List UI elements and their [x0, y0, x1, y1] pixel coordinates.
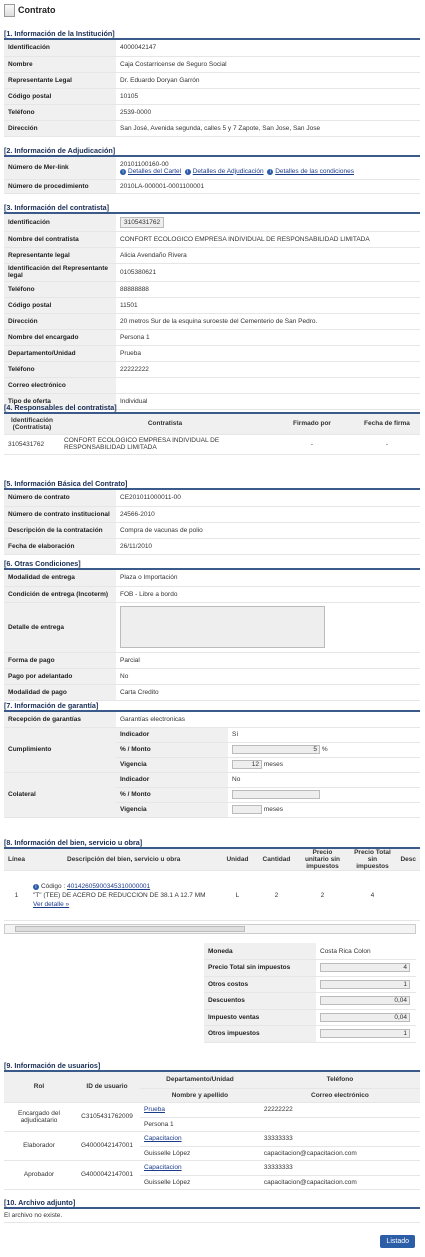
compliance-amount-input[interactable]: 5 [232, 745, 320, 754]
basic-info-section: [5. Información Básica del Contrato] Número de contrato CE201011000011-00 Número de contrato institucional 24566-2010 Descripción de la contratación Compra de vacunas de polio Fecha de elaboración 26/11/2010 [4, 479, 420, 555]
basic-info-table [4, 490, 420, 555]
institution-section: [1. Información de la Institución] Identificación 4000042147 Nombre Caja Costarricense de Seguro Social Representante Legal Dr. Eduardo Doryan Garrón Código postal 10105 Teléfono 2539-0000 Dirección San José, Avenida segunda, calles 5 y 7 Zapote, San Jose, San Jose [4, 29, 420, 137]
total-label: Otros costos [204, 976, 316, 993]
info-row [4, 72, 420, 88]
field-label: Teléfono [4, 281, 116, 297]
user-name: Persona 1 [140, 1117, 260, 1131]
user-name: Guisselle López [140, 1175, 260, 1189]
total-value: 0,04 [320, 1013, 410, 1022]
user-id: G4000042147001 [74, 1160, 140, 1189]
info-icon: i [120, 169, 126, 175]
total-row [204, 976, 416, 993]
field-label: Código postal [4, 297, 116, 313]
field-value: 2539-0000 [116, 104, 420, 120]
info-row [4, 247, 420, 263]
info-row [4, 506, 420, 522]
info-row [4, 297, 420, 313]
total-value: 4 [320, 963, 410, 972]
info-row [4, 40, 420, 56]
field-value: 26/11/2010 [116, 538, 420, 554]
field-label: Teléfono [4, 361, 116, 377]
field-value: 10105 [116, 88, 420, 104]
field-value: Individual [116, 393, 420, 409]
field-value: 24566-2010 [116, 506, 420, 522]
field-label: Teléfono [4, 104, 116, 120]
guarantee-section: [7. Información de garantía] Recepción de garantías Garantías electronicas Cumplimiento Indicador Sí % / Monto 5 % Vigencia 12 meses Colateral Indicador No % / Monto Vigencia meses [4, 701, 420, 818]
field-value: 88888888 [116, 281, 420, 297]
total-row [204, 960, 416, 977]
department-link[interactable]: Capacitacion [144, 1164, 182, 1171]
field-value: 0105380621 [116, 263, 420, 281]
total-value: 0,04 [320, 996, 410, 1005]
total-value: 1 [320, 980, 410, 989]
field-value: 22222222 [116, 361, 420, 377]
field-value: Caja Costarricense de Seguro Social [116, 56, 420, 72]
info-row [4, 104, 420, 120]
total-label: Precio Total sin impuestos [204, 960, 316, 977]
collateral-amount-input[interactable] [232, 790, 320, 799]
adjudication-section: [2. Información de Adjudicación] Número de Mer-link 20101100160-00 i Detalles del Cartel i Detalles de Adjudicación i Detalles de las condiciones Número de procedimiento 2010LA-000001-0001100001 [4, 146, 420, 194]
info-row [4, 88, 420, 104]
info-row [4, 120, 420, 136]
total-row [204, 1026, 416, 1043]
totals-table [204, 943, 416, 1043]
field-label: Identificación [4, 40, 116, 56]
total-row [204, 1009, 416, 1026]
conditions-link[interactable]: Detalles de las condiciones [275, 167, 354, 175]
goods-section: [8. Información del bien, servicio u obra] Línea Descripción del bien, servicio u obra Unidad Cantidad Precio unitario sin impuestos Precio Total sin impuestos Desc 1 i Código : 40142605900345310000001 "T" (TEE) DE ACERO DE REDUCCION DE 38.1 A 12.7 MM Ver detalle » L 2 2 4 [4, 838, 420, 921]
info-row [4, 522, 420, 538]
total-label: Moneda [204, 943, 316, 960]
field-label: Representante legal [4, 247, 116, 263]
field-value: CE201011000011-00 [116, 490, 420, 506]
field-value: CONFORT ECOLOGICO EMPRESA INDIVIDUAL DE RESPONSABILIDAD LIMITADA [116, 231, 420, 247]
field-label: Fecha de elaboración [4, 538, 116, 554]
field-label: Nombre [4, 56, 116, 72]
field-label: Representante Legal [4, 72, 116, 88]
info-row [4, 263, 420, 281]
user-phone: 33333333 [260, 1131, 420, 1146]
info-icon: i [185, 169, 191, 175]
id-box: 3105431762 [120, 217, 164, 228]
field-value: Prueba [116, 345, 420, 361]
user-email: capacitacion@capacitacion.com [260, 1146, 420, 1160]
info-row [4, 377, 420, 393]
contractor-table [4, 214, 420, 410]
info-row [4, 313, 420, 329]
info-row [4, 214, 420, 231]
field-value: Alicia Avendaño Rivera [116, 247, 420, 263]
user-role: Aprobador [4, 1160, 74, 1189]
field-label: Departamento/Unidad [4, 345, 116, 361]
horizontal-scrollbar[interactable] [4, 924, 416, 934]
listado-button[interactable]: Listado [380, 1235, 415, 1248]
total-row [204, 943, 416, 960]
department-link[interactable]: Capacitacion [144, 1135, 182, 1142]
info-row [4, 538, 420, 554]
info-row [4, 281, 420, 297]
field-label: Identificación del Representante legal [4, 263, 116, 281]
total-label: Descuentos [204, 993, 316, 1010]
totals-panel [204, 943, 416, 1043]
info-icon: i [267, 169, 273, 175]
field-value: Dr. Eduardo Doryan Garrón [116, 72, 420, 88]
field-label: Dirección [4, 313, 116, 329]
user-role: Elaborador [4, 1131, 74, 1160]
field-label: Descripción de la contratación [4, 522, 116, 538]
field-label: Identificación [4, 214, 116, 231]
responsibles-section: [4. Responsables del contratista] Identificación (Contratista) Contratista Firmado por Fecha de firma 3105431762 CONFORT ECOLOGICO EMPRESA INDIVIDUAL DE RESPONSABILIDAD LIMITADA - - [4, 403, 420, 455]
contractor-section: [3. Información del contratista] Identificación 3105431762 Nombre del contratista CONFORT ECOLOGICO EMPRESA INDIVIDUAL DE RESPONSABILIDAD LIMITADA Representante legal Alicia Avendaño Rivera Identificación del Representante legal 0105380621 Teléfono 88888888 Código postal 11501 Dirección 20 metros Sur de la esquina suroeste del Cementerio de San Pedro. Nombre del encargado Persona 1 Departamento/Unidad Prueba Teléfono 22222222 Correo electrónico Tipo de oferta Individual [4, 203, 420, 410]
field-label: Nombre del contratista [4, 231, 116, 247]
conditions-section: [6. Otras Condiciones] Modalidad de entrega Plaza o Importación Condición de entrega (Incoterm) FOB - Libre a bordo Detalle de entrega Forma de pago Parcial Pago por adelantado No Modalidad de pago Carta Credito [4, 559, 420, 701]
info-row [4, 329, 420, 345]
user-email: capacitacion@capacitacion.com [260, 1175, 420, 1189]
field-label: Código postal [4, 88, 116, 104]
currency-value: Costa Rica Colon [316, 943, 416, 960]
field-value: Persona 1 [116, 329, 420, 345]
field-label: Nombre del encargado [4, 329, 116, 345]
document-icon [4, 4, 15, 17]
field-value: Compra de vacunas de polio [116, 522, 420, 538]
adjudication-link[interactable]: Detalles de Adjudicación [192, 167, 264, 175]
cartel-link[interactable]: Detalles del Cartel [128, 167, 182, 175]
field-value [116, 214, 420, 231]
total-label: Otros impuestos [204, 1026, 316, 1043]
user-name: Guisselle López [140, 1146, 260, 1160]
field-label: Número de contrato institucional [4, 506, 116, 522]
field-value: 11501 [116, 297, 420, 313]
department-link[interactable]: Prueba [144, 1106, 165, 1113]
info-icon: i [33, 884, 39, 890]
users-section: [9. Información de usuarios] Rol ID de usuario Departamento/Unidad Teléfono Nombre y apellido Correo electrónico Encargado del adjudicatario C3105431762009 Prueba 22222222 Persona 1 Elaborador G4000042147001 Capacitacion 33333333 Guisselle López capacitacion@capacitacion.com Aprobador G4000042147001 Capacitacion 33333333 Guisselle López capacitacion@capacitacion.com [4, 1061, 420, 1190]
page-title: Contrato [4, 2, 56, 18]
user-row [4, 1160, 420, 1175]
user-email [260, 1117, 420, 1131]
info-row [4, 345, 420, 361]
field-label: Correo electrónico [4, 377, 116, 393]
users-table [4, 1102, 420, 1189]
info-row [4, 490, 420, 506]
field-value: 20 metros Sur de la esquina suroeste del Cementerio de San Pedro. [116, 313, 420, 329]
item-code-link[interactable]: 40142605900345310000001 [67, 883, 151, 890]
user-role: Encargado del adjudicatario [4, 1102, 74, 1131]
total-label: Impuesto ventas [204, 1009, 316, 1026]
institution-table [4, 40, 420, 137]
field-label: Tipo de oferta [4, 393, 116, 409]
attachment-section: [10. Archivo adjunto] El archivo no existe. [4, 1198, 420, 1223]
user-phone: 33333333 [260, 1160, 420, 1175]
field-label: Número de contrato [4, 490, 116, 506]
info-row [4, 231, 420, 247]
user-row [4, 1102, 420, 1117]
info-row [4, 56, 420, 72]
total-value: 1 [320, 1029, 410, 1038]
field-value: San José, Avenida segunda, calles 5 y 7 Zapote, San Jose, San Jose [116, 120, 420, 136]
view-detail-link[interactable]: Ver detalle » [32, 901, 70, 908]
user-id: C3105431762009 [74, 1102, 140, 1131]
scroll-thumb[interactable] [15, 926, 245, 932]
user-id: G4000042147001 [74, 1131, 140, 1160]
info-row [4, 361, 420, 377]
collateral-term-input[interactable] [232, 805, 262, 814]
compliance-term-input[interactable]: 12 [232, 760, 262, 769]
field-value: 4000042147 [116, 40, 420, 56]
total-row [204, 993, 416, 1010]
user-row [4, 1131, 420, 1146]
user-phone: 22222222 [260, 1102, 420, 1117]
field-value [116, 377, 420, 393]
delivery-detail-textarea[interactable] [120, 606, 325, 648]
field-label: Dirección [4, 120, 116, 136]
